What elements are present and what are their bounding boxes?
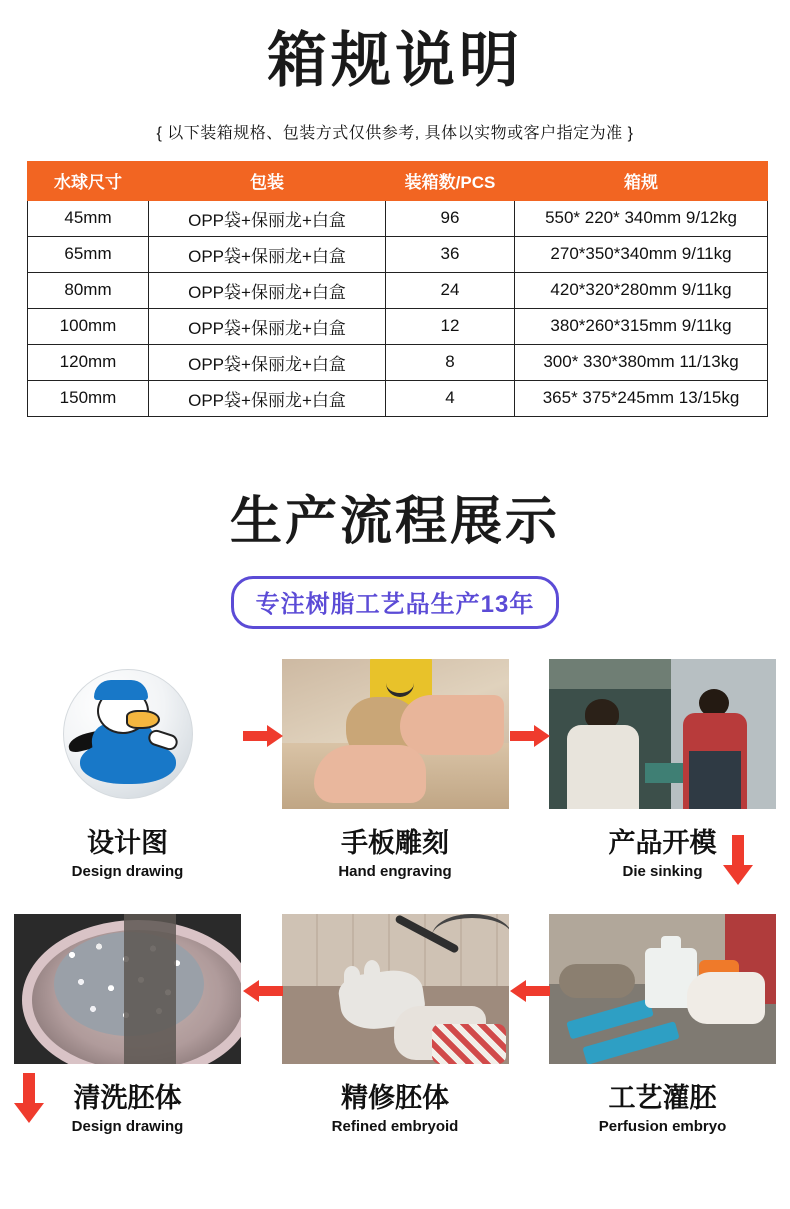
cell-qty: 96 [386, 201, 515, 237]
step-label-en: Design drawing [71, 863, 184, 880]
arrow-right-icon [510, 725, 550, 747]
step-label-cn: 手板雕刻 [341, 828, 449, 859]
process-image-refined-embryoid [282, 914, 509, 1064]
process-section-title: 生产流程展示 [229, 492, 560, 552]
column-header-carton: 箱规 [515, 162, 768, 201]
arrow-right-icon [243, 725, 283, 747]
table-row [28, 201, 768, 237]
process-step-perfusion [549, 914, 776, 1135]
cell-size: 80mm [28, 273, 149, 309]
box-spec-table [27, 161, 768, 417]
step-label-en: Design drawing [71, 1118, 184, 1135]
process-step-washing [14, 914, 241, 1135]
step-label-en: Hand engraving [338, 863, 452, 880]
cell-size: 150mm [28, 381, 149, 417]
process-row-2 [0, 914, 790, 1135]
box-spec-table-wrapper [27, 161, 763, 417]
table-row [28, 309, 768, 345]
cell-qty: 8 [386, 345, 515, 381]
process-grid [0, 659, 790, 1135]
step-label-cn: 设计图 [87, 828, 168, 859]
column-header-packing: 包装 [149, 162, 386, 201]
cell-size: 45mm [28, 201, 149, 237]
step-label-cn: 产品开模 [608, 828, 717, 859]
cell-size: 100mm [28, 309, 149, 345]
cell-carton: 380*260*315mm 9/11kg [515, 309, 768, 345]
process-image-design-drawing [14, 659, 241, 809]
process-image-washing-embryo [14, 914, 241, 1064]
arrow-left-icon [243, 980, 283, 1002]
process-step-refining [282, 914, 509, 1135]
experience-badge: 专注树脂工艺品生产13年 [231, 576, 560, 629]
cell-size: 65mm [28, 237, 149, 273]
table-row [28, 273, 768, 309]
page-title: 箱规说明 [267, 26, 523, 96]
cell-size: 120mm [28, 345, 149, 381]
table-header-row [28, 162, 768, 201]
process-row-1 [0, 659, 790, 880]
step-label-cn: 清洗胚体 [73, 1083, 182, 1114]
table-row [28, 381, 768, 417]
cell-qty: 24 [386, 273, 515, 309]
cell-qty: 12 [386, 309, 515, 345]
step-label-cn: 工艺灌胚 [608, 1083, 717, 1114]
process-step-hand-engraving [282, 659, 509, 880]
process-image-hand-engraving [282, 659, 509, 809]
cell-packing: OPP袋+保丽龙+白盒 [149, 273, 386, 309]
page-subtitle: { 以下装箱规格、包装方式仅供参考, 具体以实物或客户指定为准 } [156, 125, 634, 142]
cell-packing: OPP袋+保丽龙+白盒 [149, 309, 386, 345]
cell-qty: 36 [386, 237, 515, 273]
step-label-en: Die sinking [622, 863, 703, 880]
process-badge-row [0, 576, 790, 629]
cell-carton: 550* 220* 340mm 9/12kg [515, 201, 768, 237]
cell-packing: OPP袋+保丽龙+白盒 [149, 201, 386, 237]
step-label-en: Perfusion embryo [598, 1118, 727, 1135]
table-row [28, 345, 768, 381]
cell-packing: OPP袋+保丽龙+白盒 [149, 381, 386, 417]
cell-packing: OPP袋+保丽龙+白盒 [149, 237, 386, 273]
snow-globe-icon [63, 669, 193, 799]
cell-carton: 365* 375*245mm 13/15kg [515, 381, 768, 417]
table-row [28, 237, 768, 273]
cell-qty: 4 [386, 381, 515, 417]
cell-packing: OPP袋+保丽龙+白盒 [149, 345, 386, 381]
process-step-design [14, 659, 241, 880]
arrow-down-icon [14, 1073, 40, 1119]
column-header-qty: 装箱数/PCS [386, 162, 515, 201]
step-label-cn: 精修胚体 [341, 1083, 449, 1114]
step-label-en: Refined embryoid [331, 1118, 459, 1135]
process-image-perfusion-embryo [549, 914, 776, 1064]
process-image-die-sinking [549, 659, 776, 809]
arrow-down-icon [723, 835, 749, 881]
cell-carton: 270*350*340mm 9/11kg [515, 237, 768, 273]
cell-carton: 300* 330*380mm 11/13kg [515, 345, 768, 381]
arrow-left-icon [510, 980, 550, 1002]
column-header-size: 水球尺寸 [28, 162, 149, 201]
cell-carton: 420*320*280mm 9/11kg [515, 273, 768, 309]
